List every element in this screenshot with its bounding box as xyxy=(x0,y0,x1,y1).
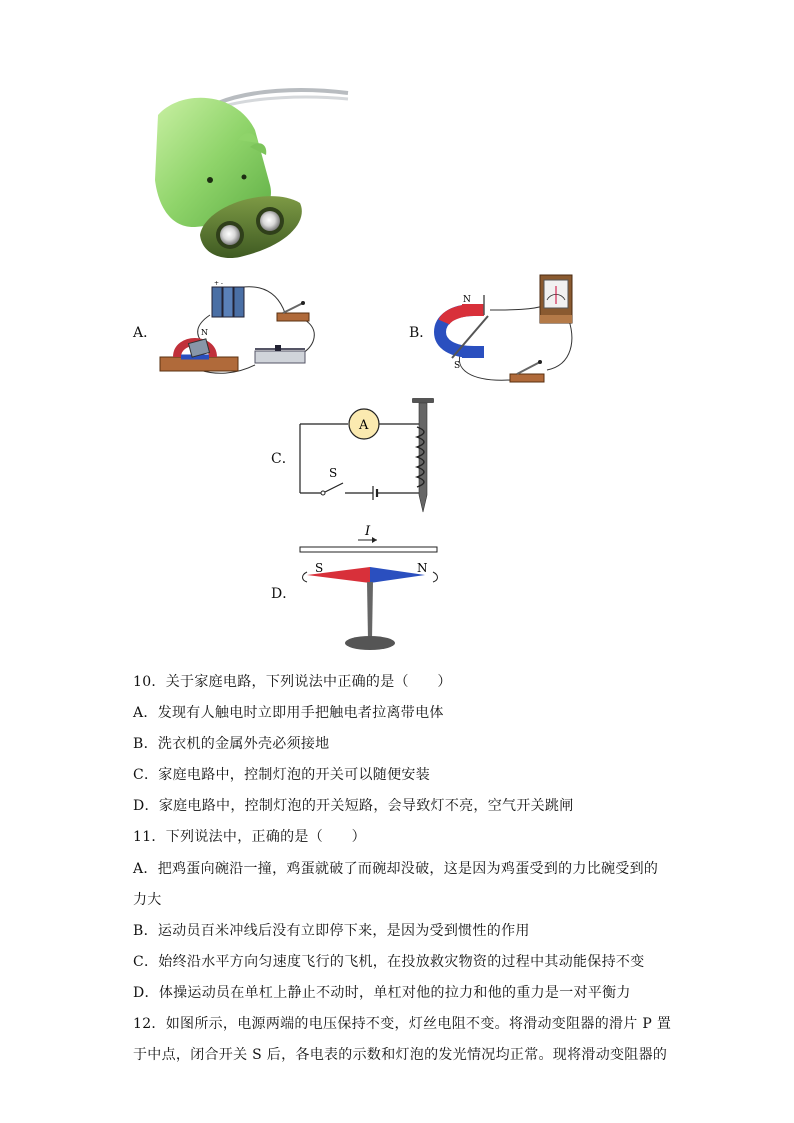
option-c-label: C． xyxy=(271,451,296,467)
question-11-option-a-continued: 力大 xyxy=(133,892,162,908)
needle-s-pole-text: S xyxy=(315,561,324,575)
question-11-option-d: D．体操运动员在单杠上静止不动时，单杠对他的拉力和他的重力是一对平衡力 xyxy=(133,985,631,1001)
question-10-option-c: C．家庭电路中，控制灯泡的开关可以随便安装 xyxy=(133,767,431,783)
option-c-electromagnet-circuit-figure xyxy=(295,395,440,515)
option-b-label: B． xyxy=(409,325,434,341)
switch-s-text: S xyxy=(329,466,338,480)
question-11-option-c: C．始终沿水平方向匀速度飞行的飞机，在投放救灾物资的过程中其动能保持不变 xyxy=(133,954,645,970)
hand-crank-flashlight-photo xyxy=(140,85,350,260)
battery-terminal-text: + - xyxy=(214,280,223,287)
motor-n-pole-text: N xyxy=(201,328,208,337)
question-10-option-a: A．发现有人触电时立即用手把触电者拉离带电体 xyxy=(133,705,444,721)
option-d-compass-needle-figure xyxy=(295,520,455,660)
magnet-s-pole-text: S xyxy=(454,361,461,371)
question-12-stem-continued: 于中点，闭合开关 S 后，各电表的示数和灯泡的发光情况均正常。现将滑动变阻器的 xyxy=(133,1047,668,1063)
ammeter-a-text: A xyxy=(359,418,369,433)
option-b-generator-circuit-figure xyxy=(432,270,582,390)
question-10-option-d: D．家庭电路中，控制灯泡的开关短路，会导致灯不亮，空气开关跳闸 xyxy=(133,798,574,814)
question-11-option-a: A．把鸡蛋向碗沿一撞，鸡蛋就破了而碗却没破，这是因为鸡蛋受到的力比碗受到的 xyxy=(133,861,659,877)
magnet-n-pole-text: N xyxy=(463,295,471,305)
question-11-stem: 11．下列说法中，正确的是（ ） xyxy=(133,829,366,845)
question-11-option-b: B．运动员百米冲线后没有立即停下来，是因为受到惯性的作用 xyxy=(133,923,530,939)
current-i-text: I xyxy=(365,524,371,539)
question-10-option-b: B．洗衣机的金属外壳必须接地 xyxy=(133,736,330,752)
option-d-label: D． xyxy=(271,586,297,602)
question-12-stem: 12．如图所示，电源两端的电压保持不变，灯丝电阻不变。将滑动变阻器的滑片 P 置 xyxy=(133,1016,672,1032)
option-a-motor-circuit-figure xyxy=(155,275,325,385)
option-a-label: A． xyxy=(133,325,158,341)
question-10-stem: 10．关于家庭电路，下列说法中正确的是（ ） xyxy=(133,674,452,690)
needle-n-pole-text: N xyxy=(417,561,428,575)
